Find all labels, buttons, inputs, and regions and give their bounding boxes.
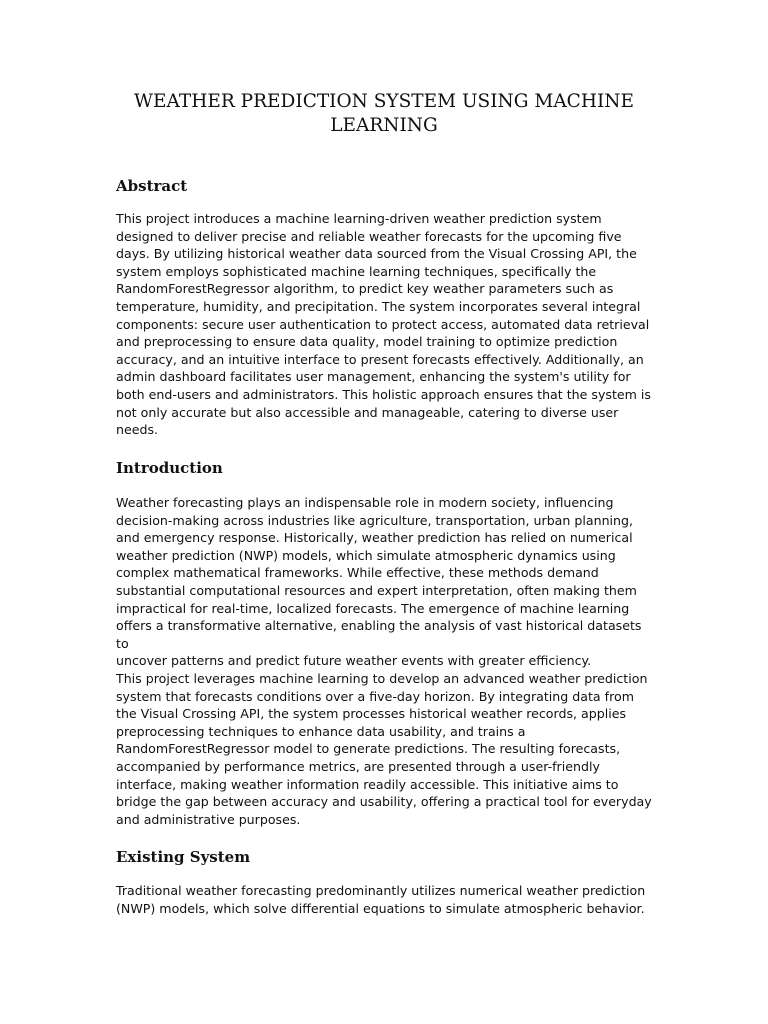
introduction-paragraph-1: Weather forecasting plays an indispensable role in modern society, influencing decision-making across industries like agriculture, transportation, urban planning, and emergency response. Historically, weather prediction has relied on numerical weather prediction (NWP) models, which simulate atmospheric dynamics using complex mathematical frameworks. While effective, these methods demand substantial computational resources and expert interpretation, often making them impractical for real-time, localized forecasts. The emergence of machine learning offers a transformative alternative, enabling the analysis of vast historical datasets to uncover patterns and predict future weather events with greater efficiency. <box>116 495 642 669</box>
abstract-paragraph: This project introduces a machine learning-driven weather prediction system designed to deliver precise and reliable weather forecasts for the upcoming five days. By utilizing historical weather data sourced from the Visual Crossing API, the system employs sophisticated machine learning techniques, specifically the RandomForestRegressor algorithm, to predict key weather parameters such as temperature, humidity, and precipitation. The system incorporates several integral components: secure user authentication to protect access, automated data retrieval and preprocessing to ensure data quality, model training to optimize prediction accuracy, and an intuitive interface to present forecasts effectively. Additionally, an admin dashboard facilitates user management, enhancing the system's utility for both end-users and administrators. This holistic approach ensures that the system is not only accurate but also accessible and manageable, catering to diverse user needs. <box>116 211 651 438</box>
existing-system-paragraph: Traditional weather forecasting predominantly utilizes numerical weather prediction (NWP) models, which solve differential equations to simulate atmospheric behavior. <box>116 883 646 916</box>
introduction-paragraph-2: This project leverages machine learning to develop an advanced weather prediction system that forecasts conditions over a five-day horizon. By integrating data from the Visual Crossing API, the system processes historical weather records, applies preprocessing techniques to enhance data usability, and trains a RandomForestRegressor model to generate predictions. The resulting forecasts, accompanied by performance metrics, are presented through a user-friendly interface, making weather information readily accessible. This initiative aims to bridge the gap between accuracy and usability, offering a practical tool for everyday and administrative purposes. <box>116 671 652 827</box>
section-heading-existing-system: Existing System <box>116 848 251 866</box>
section-heading-introduction: Introduction <box>116 459 223 477</box>
section-heading-abstract: Abstract <box>116 177 188 195</box>
document-title: WEATHER PREDICTION SYSTEM USING MACHINE LEARNING <box>134 91 634 136</box>
